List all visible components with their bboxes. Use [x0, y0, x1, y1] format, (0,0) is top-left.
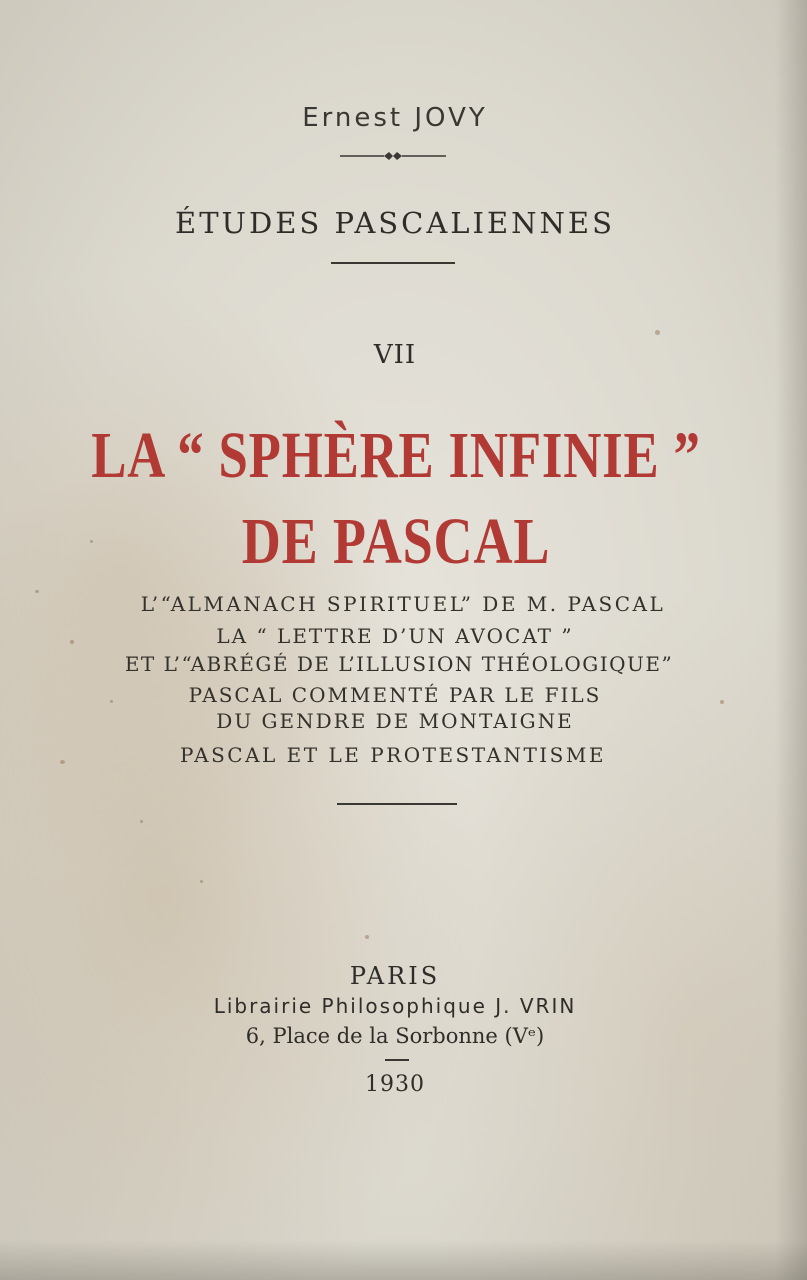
author-name: Ernest JOVY: [302, 103, 488, 133]
publisher-name: Librairie Philosophique J. VRIN: [213, 994, 577, 1018]
foxing-speck: [70, 640, 74, 644]
foxing-speck: [60, 760, 65, 764]
contents-line: DU GENDRE DE MONTAIGNE: [216, 709, 574, 733]
fleuron-divider-icon: [340, 150, 446, 162]
foxing-speck: [200, 880, 203, 883]
main-title-line-2: DE PASCAL: [241, 505, 551, 578]
main-title-line-1: LA “ SPHÈRE INFINIE ”: [91, 419, 701, 492]
contents-line: ET L’“ABRÉGÉ DE L’ILLUSION THÉOLOGIQUE”: [124, 652, 674, 676]
divider-rule: [337, 803, 457, 805]
foxing-speck: [90, 540, 93, 543]
foxing-speck: [365, 935, 369, 939]
contents-line: L’“ALMANACH SPIRITUEL” DE M. PASCAL: [140, 592, 666, 616]
volume-number: VII: [373, 340, 417, 370]
foxing-speck: [110, 700, 113, 703]
foxing-speck: [655, 330, 660, 335]
foxing-speck: [140, 820, 143, 823]
divider-rule: [385, 1059, 409, 1061]
publisher-address: 6, Place de la Sorbonne (Vᵉ): [245, 1024, 545, 1048]
publication-year: 1930: [365, 1072, 425, 1097]
page-edge-shadow: [775, 0, 807, 1280]
divider-rule: [331, 262, 455, 264]
contents-line: LA “ LETTRE D’UN AVOCAT ”: [216, 624, 574, 648]
foxing-speck: [35, 590, 39, 593]
publication-city: PARIS: [349, 962, 441, 990]
page-edge-shadow: [0, 1240, 807, 1280]
series-title: ÉTUDES PASCALIENNES: [175, 206, 615, 240]
foxing-speck: [720, 700, 724, 704]
contents-line: PASCAL ET LE PROTESTANTISME: [180, 743, 606, 767]
contents-line: PASCAL COMMENTÉ PAR LE FILS: [188, 683, 602, 707]
